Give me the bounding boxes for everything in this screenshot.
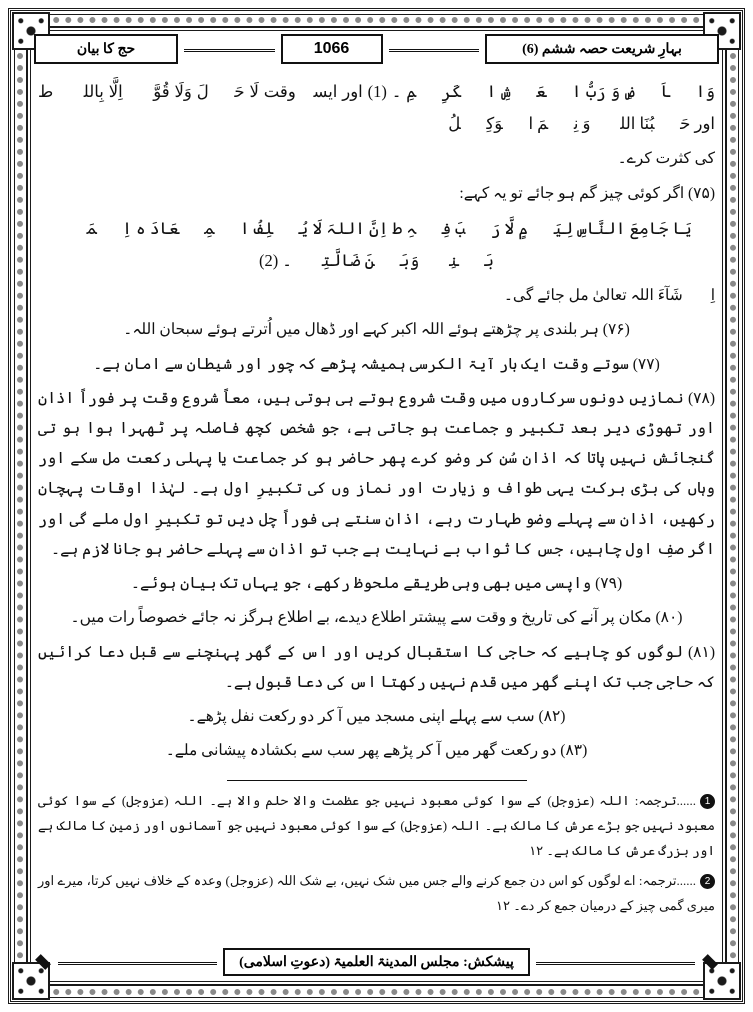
page-content [38,76,715,938]
paragraph-item-76: (۷۶) ہر بلندی پر چڑھتے ہوئے اللہ اکبر کہے اور ڈھال میں اُترتے ہوئے سبحان اللہ۔ [123,321,630,339]
footnote-text: ترجمہ: اے لوگوں کو اس دن جمع کرنے والے جس میں شک نہیں، بے شک اللہ (عزوجل) وعدہ کے خلاف نہیں کرتا، میرے اور میری گمی چیز کے درمیان جمع کر دے۔ ۱۲ [38,873,715,914]
paragraph-item-82: (۸۲) سب سے پہلے اپنی مسجد میں آ کر دو رکعت نفل پڑھے۔ [187,707,566,725]
paragraph-dua-arabic: یَا جَامِعَ النَّاسِ لِیَوۡمٍ لَّا رَیۡبَ فِیۡہِ ط اِنَّ اللہَ لَا یُخۡلِفُ الۡمِیۡعَادَ ہ اِجۡمَعۡ بَیۡنِیۡ وَبَیۡنَ ضَالَّتِیۡ ۔ (2) [61,218,692,270]
header-book-title: بہارِ شریعت حصہ ششم (6) [485,34,719,64]
footnote-number: 1 [700,794,715,809]
footnote-text: ترجمہ: اللہ (عزوجل) کے سوا کوئی معبود نہیں جو عظمت والا حلم والا ہے۔ اللہ (عزوجل) کے سوا کوئی معبود نہیں جو بڑے عرش کا مالک ہے۔ اللہ (عزوجل) کے سوا کوئی معبود نہیں جو آسمانوں اور زمین کا مالک ہے اور بزرگ عرش کا مالک ہے۔ ۱۲ [38,793,715,858]
footnote-separator [227,780,527,781]
paragraph-item-83: (۸۳) دو رکعت گھر میں آ کر پڑھے پھر سب سے بکشادہ پیشانی ملے۔ [165,742,588,760]
footnote-item: 1......ترجمہ: اللہ (عزوجل) کے سوا کوئی معبود نہیں جو عظمت والا حلم والا ہے۔ اللہ (عزوجل) کے سوا کوئی معبود نہیں جو بڑے عرش کا مالک ہے۔ اللہ (عزوجل) کے سوا کوئی معبود نہیں جو آسمانوں اور زمین کا مالک ہے اور بزرگ عرش کا مالک ہے۔ ۱۲ [38,793,715,858]
footer-publisher [223,948,530,976]
footer-label: پیشکش: [463,954,514,970]
page-footer [34,948,719,976]
footnote-number: 2 [700,874,715,889]
footer-rule-left [58,948,217,976]
paragraph-item-80: (۸۰) مکان پر آنے کی تاریخ و وقت سے پیشتر اطلاع دیدے، بے اطلاع ہرگز نہ جائے خصوصاً رات میں۔ [70,609,683,627]
footer-diamond-left [35,954,51,970]
paragraph-verse-intro-cont: کی کثرت کرے۔ [617,150,715,168]
header-rule-right [389,34,480,64]
footer-org: (دعوتِ اسلامی) [239,954,331,970]
paragraph-item-75: (۷۵) اگر کوئی چیز گم ہو جائے تو یہ کہے: [459,184,715,202]
page-header [34,34,719,64]
paragraph-dua-followup: اِنۡ شَآءَ اللہ تعالیٰ مل جائے گی۔ [503,287,715,305]
paragraph-item-79: (۷۹) واپسی میں بھی وہی طریقے ملحوظ رکھے، جو یہاں تک بیان ہوئے۔ [130,575,623,593]
footer-publisher-name: مجلس المدینۃ العلمیۃ [333,954,460,970]
footnote-item: 2......ترجمہ: اے لوگوں کو اس دن جمع کرنے والے جس میں شک نہیں، بے شک اللہ (عزوجل) وعدہ کے خلاف نہیں کرتا، میرے اور میری گمی چیز کے درمیان جمع کر دے۔ ۱۲ [38,873,715,914]
paragraph-item-78: (۷۸) نمازیں دونوں سرکاروں میں وقت شروع ہوتے ہی ہوتی ہیں، معاً شروع وقت پر فوراً اذان اور تھوڑی دیر بعد تکبیر و جماعت ہو جاتی ہے، جو شخص کچھ فاصلہ پر ٹھہرا ہوا ہو تی گنجائش نہیں پاتا کہ اذان سُن کر وضو کرے پھر حاضر ہو کر جماعت یا پہلی رکعت مل سکے اور وہاں کی بڑی برکت یہی طواف و زیارت اور نماز وں کی تکبیرِ اول ہے۔ لہٰذا اوقات پہچان رکھیں، اذان سے پہلے وضو طہارت رہے، اذان سنتے ہی فوراً چل دیں تو تکبیرِ اول ملے گی اور اگر صفِ اول چاہیں، جس کا ثواب بے نہایت ہے جب تو اذان سے پہلے حاضر ہو جانا لازم ہے۔ [38,389,715,558]
footer-diamond-right [702,954,718,970]
header-rule-left [184,34,275,64]
footnotes-section [38,789,715,918]
paragraph-item-81: (۸۱) لوگوں کو چاہیے کہ حاجی کا استقبال کریں اور اس کے گھر پہنچنے سے قبل دعا کرائیں کہ حاجی جب تک اپنے گھر میں قدم نہیں رکھتا اس کی دعا قبول ہے۔ [38,643,715,691]
paragraph-verse-intro: وَالۡاَرۡضِ وَ رَبُّ الۡعَرۡشِ الۡکَرِیۡمِ ۔ (1) اور ایسے وقت لَا حَوۡلَ وَلَا قُوَّۃَ اِلَّا بِاللہِ ط اور حَسۡبُنَا اللہُ وَ نِعۡمَ الۡوَکِیۡلُ [38,82,715,134]
header-chapter-title: حج کا بیان [34,34,178,64]
paragraph-item-77: (۷۷) سوتے وقت ایک بار آیۃ الکرسی ہمیشہ پڑھے کہ چور اور شیطان سے امان ہے۔ [93,355,660,373]
page-number: 1066 [281,34,383,64]
footer-rule-right [536,948,695,976]
